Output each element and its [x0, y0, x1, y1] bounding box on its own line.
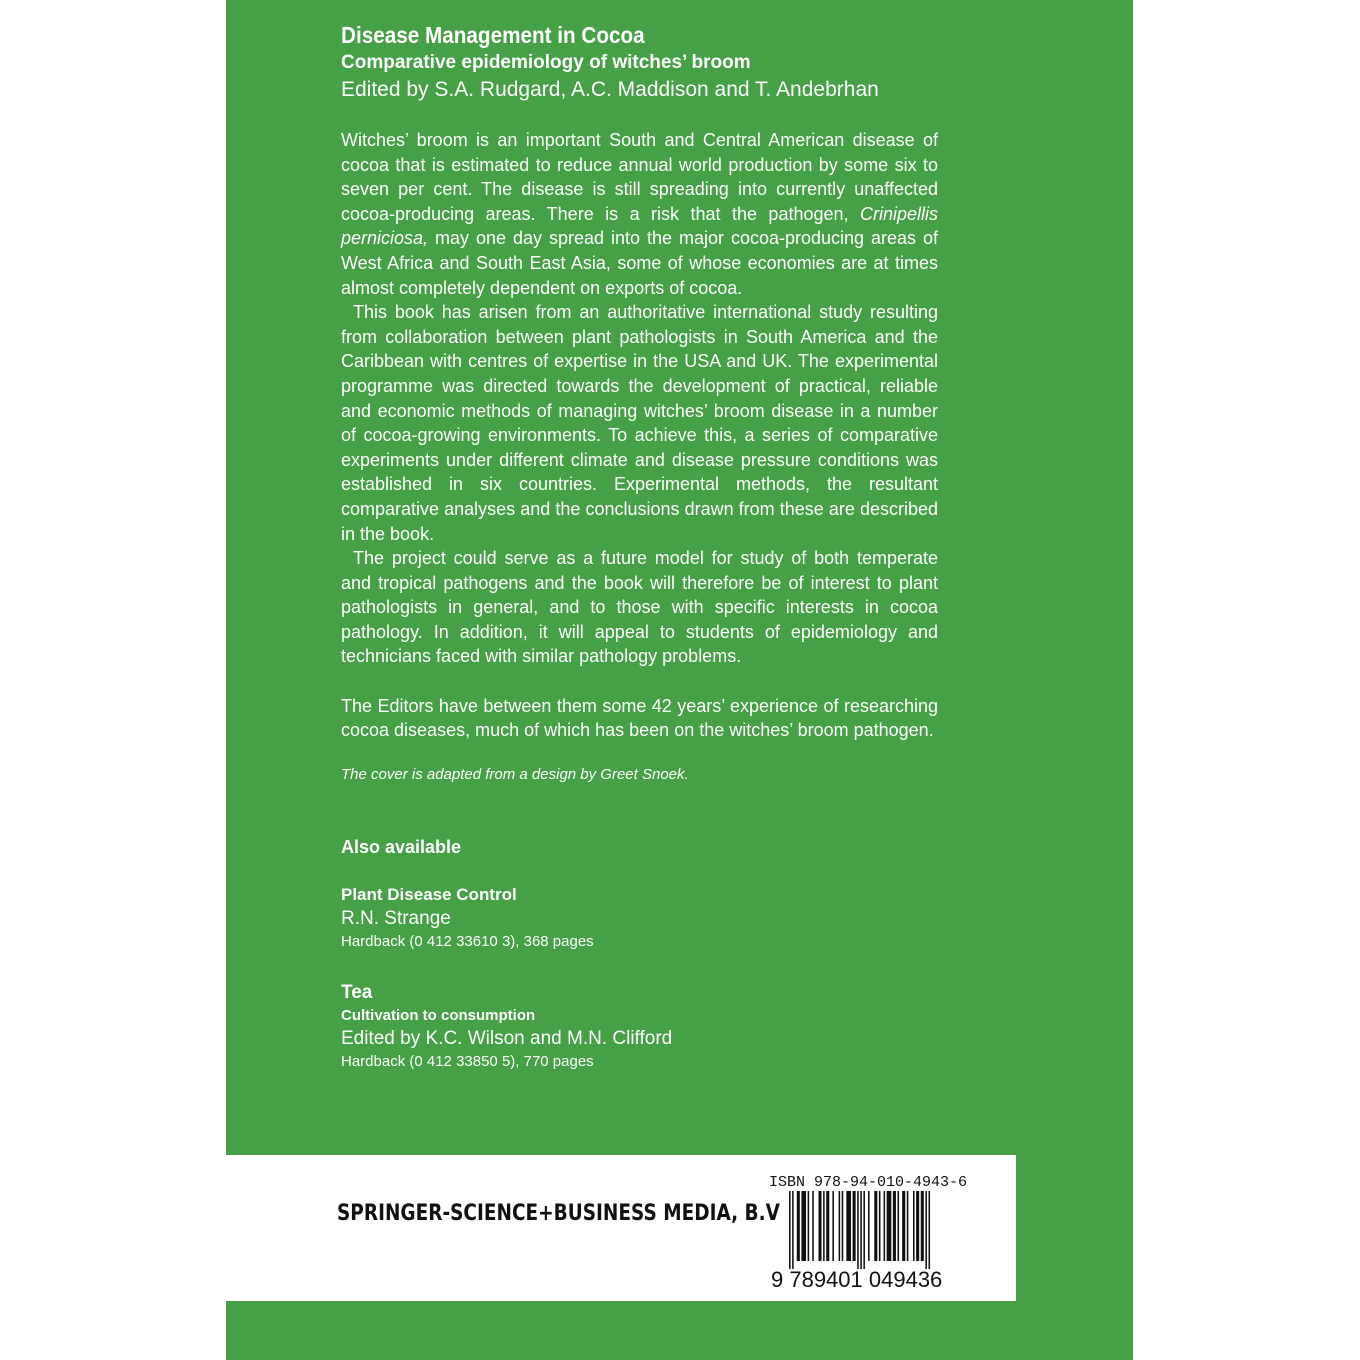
barcode-digits: 9 789401 049436	[771, 1267, 943, 1292]
also-available-heading: Also available	[341, 836, 462, 857]
barcode-bar	[916, 1191, 919, 1261]
cover-credit: The cover is adapted from a design by Greet Snoek.	[341, 765, 689, 783]
barcode-bar	[860, 1191, 862, 1269]
related-book-title: Plant Disease Control	[341, 884, 517, 904]
barcode-bar	[826, 1191, 829, 1261]
barcode-bar	[898, 1191, 900, 1261]
barcode-bar	[902, 1191, 905, 1261]
barcode-bar	[929, 1191, 931, 1269]
barcode-bar	[874, 1191, 877, 1261]
barcode-bar	[893, 1191, 896, 1261]
barcode-bar	[832, 1191, 834, 1261]
related-book-author: Edited by K.C. Wilson and M.N. Clifford	[341, 1027, 673, 1049]
description-p1-start: Witches’ broom is an important South and Central American disease of cocoa that is estimated to reduce annual world production by some six to seven per cent. The disease is still spreading into currently unaffected cocoa-producing areas. There is a risk that the pathogen,	[341, 130, 938, 224]
barcode-bar	[868, 1191, 870, 1261]
barcode-bar	[792, 1191, 794, 1269]
barcode-icon	[789, 1191, 959, 1269]
barcode-bar	[857, 1191, 859, 1269]
related-book-title: Tea	[341, 981, 373, 1003]
pathogen-name: Crinipellis perniciosa,	[341, 203, 938, 249]
barcode-bar	[884, 1191, 886, 1261]
description-paragraph-4: The Editors have between them some 42 years’ experience of researching cocoa diseases, much of which has been on the witches’ broom pathogen.	[341, 695, 938, 741]
isbn-text: ISBN 978-94-010-4943-6	[769, 1174, 968, 1191]
related-book-2	[341, 981, 938, 1073]
barcode-bar	[823, 1191, 825, 1261]
description-paragraph-1	[341, 128, 938, 300]
barcode-bar	[842, 1191, 844, 1261]
barcode-bar	[925, 1191, 927, 1269]
barcode-bar	[839, 1191, 841, 1261]
barcode-bar	[818, 1191, 821, 1261]
book-editors: Edited by S.A. Rudgard, A.C. Maddison and T. Andebrhan	[341, 78, 879, 101]
barcode-bar	[907, 1191, 909, 1261]
related-book-edition: Hardback (0 412 33610 3), 368 pages	[341, 932, 594, 950]
publisher-name: SPRINGER-SCIENCE+BUSINESS MEDIA, B.V	[337, 1201, 780, 1226]
barcode-bar	[853, 1191, 856, 1261]
related-book-1	[341, 883, 938, 953]
barcode-bar	[863, 1191, 865, 1269]
cover-content	[341, 20, 938, 1073]
related-book-author: R.N. Strange	[341, 907, 451, 929]
barcode-bar	[812, 1191, 814, 1261]
barcode-bar	[801, 1191, 806, 1261]
description-paragraph-3: The project could serve as a future model for study of both temperate and tropical pathogens and the book will therefore be of interest to plant pathologists in general, and to those with specific interests in cocoa pathology. In addition, it will appeal to students of epidemiology and technicians faced with similar pathology problems.	[341, 548, 938, 667]
book-subtitle: Comparative epidemiology of witches’ broom	[341, 52, 751, 73]
barcode-bar	[846, 1191, 851, 1261]
barcode-bar	[808, 1191, 810, 1261]
related-book-subtitle: Cultivation to consumption	[341, 1006, 536, 1024]
barcode-bar	[789, 1191, 791, 1269]
barcode-bar	[887, 1191, 892, 1261]
barcode-bar	[913, 1191, 915, 1261]
book-title: Disease Management in Cocoa	[341, 22, 645, 48]
related-book-edition: Hardback (0 412 33850 5), 770 pages	[341, 1052, 594, 1070]
barcode-bar	[921, 1191, 924, 1261]
description-p1-end: may one day spread into the major cocoa-producing areas of West Africa and South East Asia, some of whose economies are at times almost completely dependent on exports of cocoa.	[341, 228, 938, 298]
barcode-bar	[797, 1191, 800, 1261]
book-description	[341, 128, 938, 743]
description-paragraph-2: This book has arisen from an authoritative international study resulting from collaboration between plant pathologists in South America and the Caribbean with centres of expertise in the USA and UK. The experimental programme was directed towards the development of practical, reliable and economic methods of managing witches’ broom disease in a number of cocoa-growing environments. To achieve this, a series of comparative experiments under different climate and disease pressure conditions was established in six countries. Experimental methods, the resultant comparative analyses and the conclusions drawn from these are described in the book.	[341, 302, 938, 544]
imprint-panel	[226, 1155, 1016, 1301]
barcode-bar	[879, 1191, 881, 1261]
